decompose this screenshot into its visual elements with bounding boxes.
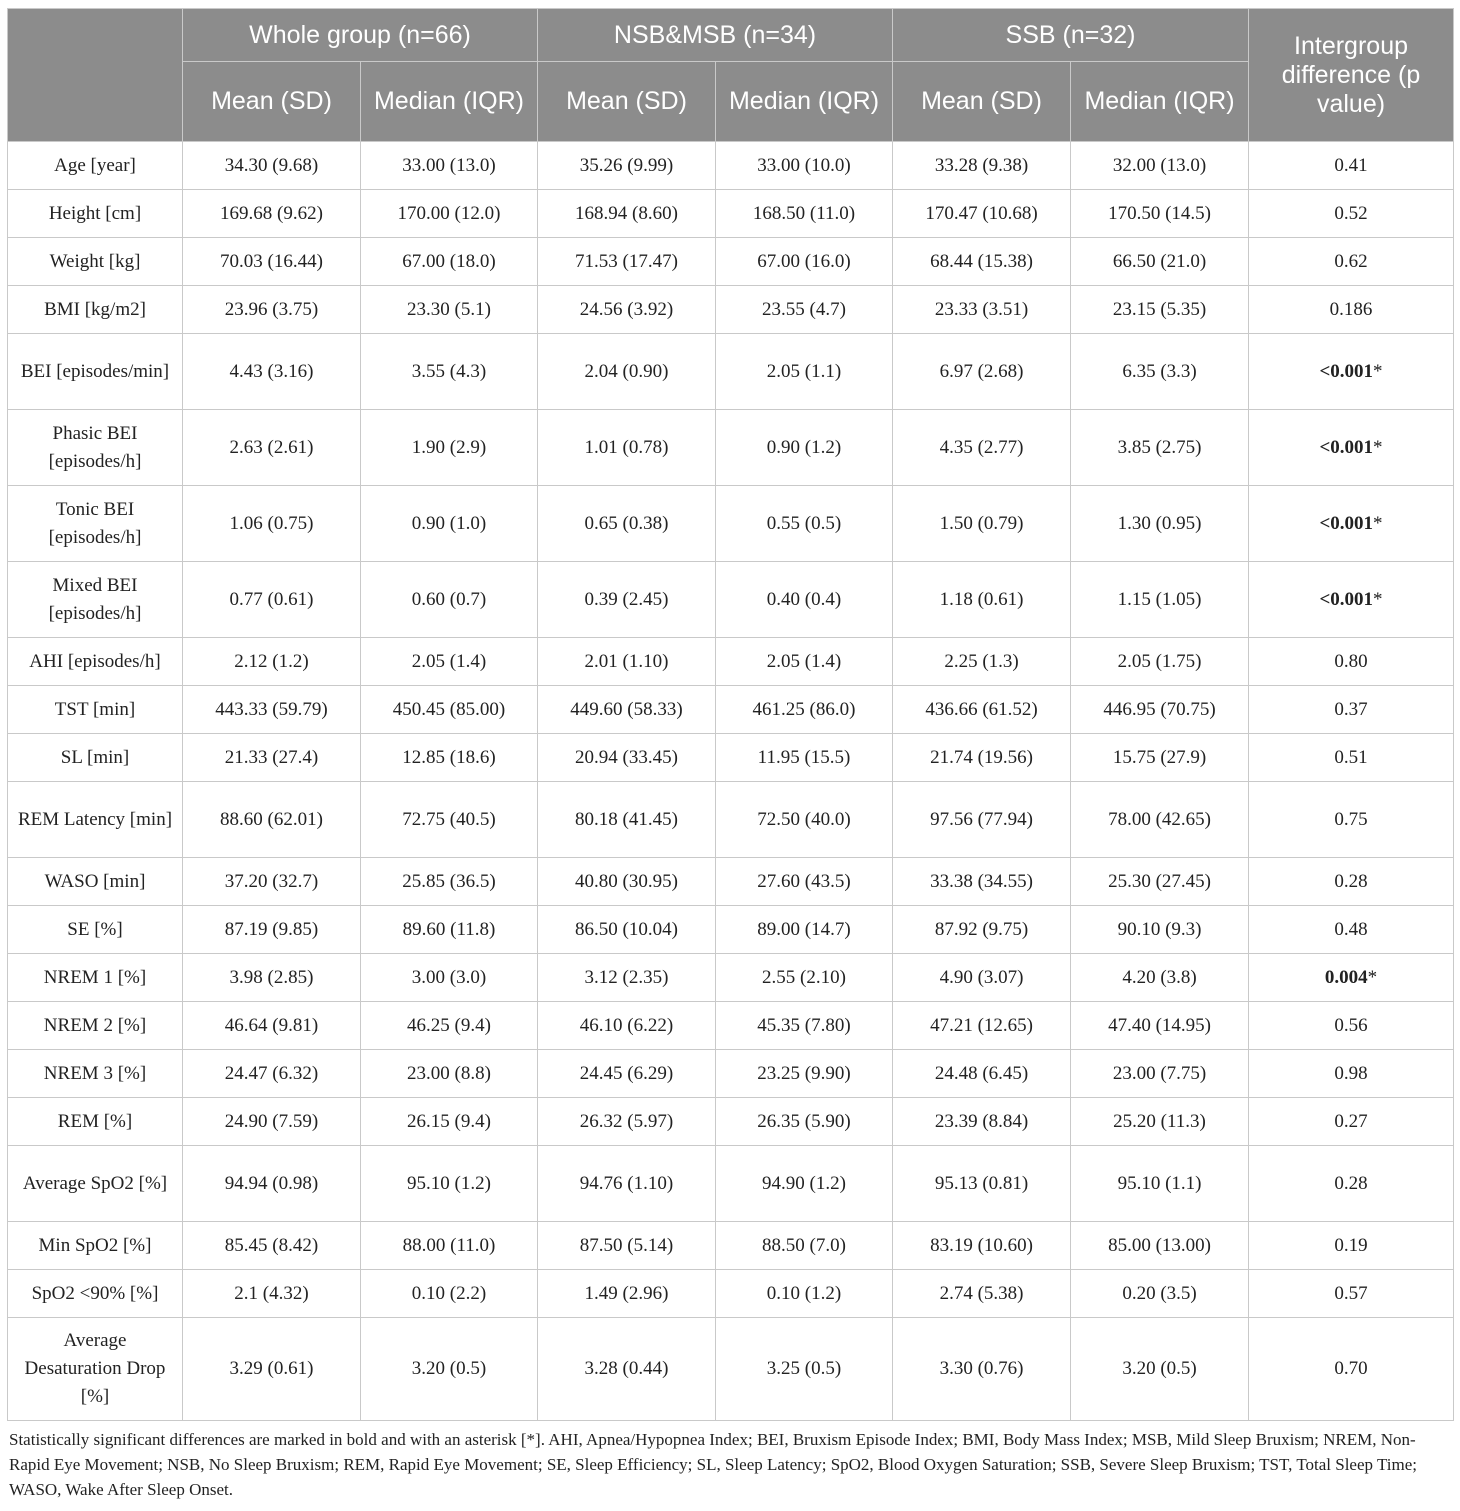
table-container xyxy=(7,8,1453,1502)
cell-whole-median: 450.45 (85.00) xyxy=(361,686,538,734)
row-label: Mixed BEI [episodes/h] xyxy=(8,562,183,638)
row-label: Average Desaturation Drop [%] xyxy=(8,1318,183,1421)
cell-ssb-median: 4.20 (3.8) xyxy=(1071,954,1249,1002)
table-row xyxy=(8,906,1454,954)
cell-whole-median: 26.15 (9.4) xyxy=(361,1098,538,1146)
table-body xyxy=(8,142,1454,1421)
cell-p-value xyxy=(1249,1270,1454,1318)
cell-ssb-mean: 68.44 (15.38) xyxy=(893,238,1071,286)
cell-whole-mean: 21.33 (27.4) xyxy=(183,734,361,782)
p-value-text: 0.75 xyxy=(1334,808,1368,830)
cell-nsb-msb-median: 72.50 (40.0) xyxy=(716,782,893,858)
cell-ssb-median: 3.20 (0.5) xyxy=(1071,1318,1249,1421)
cell-p-value xyxy=(1249,686,1454,734)
cell-whole-median: 89.60 (11.8) xyxy=(361,906,538,954)
table-row xyxy=(8,1146,1454,1222)
p-value-text: 0.57 xyxy=(1334,1282,1368,1304)
cell-whole-median: 23.00 (8.8) xyxy=(361,1050,538,1098)
cell-whole-median: 67.00 (18.0) xyxy=(361,238,538,286)
header-intergroup-difference: Intergroup difference (p value) xyxy=(1249,9,1454,142)
row-label: WASO [min] xyxy=(8,858,183,906)
cell-nsb-msb-mean: 3.28 (0.44) xyxy=(538,1318,716,1421)
cell-nsb-msb-median: 0.55 (0.5) xyxy=(716,486,893,562)
cell-whole-mean: 2.12 (1.2) xyxy=(183,638,361,686)
cell-nsb-msb-median: 27.60 (43.5) xyxy=(716,858,893,906)
row-label: NREM 1 [%] xyxy=(8,954,183,1002)
cell-nsb-msb-mean: 449.60 (58.33) xyxy=(538,686,716,734)
row-label: NREM 2 [%] xyxy=(8,1002,183,1050)
cell-whole-median: 12.85 (18.6) xyxy=(361,734,538,782)
cell-ssb-median: 3.85 (2.75) xyxy=(1071,410,1249,486)
cell-whole-mean: 4.43 (3.16) xyxy=(183,334,361,410)
cell-whole-mean: 3.29 (0.61) xyxy=(183,1318,361,1421)
table-row xyxy=(8,190,1454,238)
table-footnote: Statistically significant differences are marked in bold and with an asterisk [*]. AHI, Apnea/Hypopnea Index; BEI, Bruxism Episode Index; BMI, Body Mass Index; MSB, Mild Sleep Bruxism; NREM, Non-Rapid Eye Movement; NSB, No Sleep Bruxism; REM, Rapid Eye Movement; SE, Sleep Efficiency; SL, Sleep Latency; SpO2, Blood Oxygen Saturation; SSB, Severe Sleep Bruxism; TST, Total Sleep Time; WASO, Wake After Sleep Onset. xyxy=(9,1430,1417,1499)
table-row xyxy=(8,638,1454,686)
cell-ssb-mean: 83.19 (10.60) xyxy=(893,1222,1071,1270)
row-label: SE [%] xyxy=(8,906,183,954)
header-whole-mean: Mean (SD) xyxy=(183,62,361,142)
cell-whole-mean: 85.45 (8.42) xyxy=(183,1222,361,1270)
cell-whole-median: 0.60 (0.7) xyxy=(361,562,538,638)
p-value-text: 0.27 xyxy=(1334,1110,1368,1132)
results-table xyxy=(7,8,1454,1421)
cell-whole-median: 88.00 (11.0) xyxy=(361,1222,538,1270)
cell-p-value xyxy=(1249,734,1454,782)
header-ssb-group: SSB (n=32) xyxy=(893,9,1249,62)
cell-whole-mean: 2.63 (2.61) xyxy=(183,410,361,486)
p-value-text: 0.98 xyxy=(1334,1062,1368,1084)
cell-whole-mean: 34.30 (9.68) xyxy=(183,142,361,190)
row-label: Min SpO2 [%] xyxy=(8,1222,183,1270)
table-row xyxy=(8,142,1454,190)
cell-ssb-median: 47.40 (14.95) xyxy=(1071,1002,1249,1050)
p-value-text: 0.004 xyxy=(1324,966,1368,988)
cell-nsb-msb-mean: 46.10 (6.22) xyxy=(538,1002,716,1050)
significance-asterisk: * xyxy=(1373,512,1383,534)
cell-ssb-median: 66.50 (21.0) xyxy=(1071,238,1249,286)
p-value-text: <0.001 xyxy=(1319,436,1374,458)
row-label: SpO2 <90% [%] xyxy=(8,1270,183,1318)
row-label: Height [cm] xyxy=(8,190,183,238)
cell-ssb-mean: 47.21 (12.65) xyxy=(893,1002,1071,1050)
cell-whole-mean: 24.90 (7.59) xyxy=(183,1098,361,1146)
row-label: SL [min] xyxy=(8,734,183,782)
p-value-text: 0.48 xyxy=(1334,918,1368,940)
p-value-text: 0.52 xyxy=(1334,202,1368,224)
p-value-text: 0.37 xyxy=(1334,698,1368,720)
cell-nsb-msb-median: 3.25 (0.5) xyxy=(716,1318,893,1421)
cell-nsb-msb-median: 2.05 (1.4) xyxy=(716,638,893,686)
cell-nsb-msb-median: 461.25 (86.0) xyxy=(716,686,893,734)
cell-nsb-msb-median: 88.50 (7.0) xyxy=(716,1222,893,1270)
cell-ssb-mean: 170.47 (10.68) xyxy=(893,190,1071,238)
cell-p-value xyxy=(1249,1318,1454,1421)
p-value-text: 0.70 xyxy=(1334,1358,1368,1379)
table-row xyxy=(8,734,1454,782)
row-label: REM Latency [min] xyxy=(8,782,183,858)
cell-whole-median: 46.25 (9.4) xyxy=(361,1002,538,1050)
cell-whole-median: 170.00 (12.0) xyxy=(361,190,538,238)
cell-ssb-median: 23.15 (5.35) xyxy=(1071,286,1249,334)
header-nsb-msb-mean: Mean (SD) xyxy=(538,62,716,142)
cell-whole-median: 0.10 (2.2) xyxy=(361,1270,538,1318)
significance-asterisk: * xyxy=(1373,588,1383,610)
cell-ssb-median: 25.20 (11.3) xyxy=(1071,1098,1249,1146)
cell-whole-mean: 87.19 (9.85) xyxy=(183,906,361,954)
p-value-text: 0.41 xyxy=(1334,154,1368,176)
cell-p-value xyxy=(1249,238,1454,286)
cell-nsb-msb-mean: 0.39 (2.45) xyxy=(538,562,716,638)
cell-ssb-mean: 4.35 (2.77) xyxy=(893,410,1071,486)
cell-ssb-mean: 87.92 (9.75) xyxy=(893,906,1071,954)
cell-nsb-msb-median: 2.55 (2.10) xyxy=(716,954,893,1002)
cell-nsb-msb-median: 0.90 (1.2) xyxy=(716,410,893,486)
cell-nsb-msb-mean: 2.01 (1.10) xyxy=(538,638,716,686)
cell-nsb-msb-mean: 71.53 (17.47) xyxy=(538,238,716,286)
cell-ssb-mean: 1.18 (0.61) xyxy=(893,562,1071,638)
cell-p-value xyxy=(1249,954,1454,1002)
p-value-text: 0.51 xyxy=(1334,746,1368,768)
cell-whole-mean: 2.1 (4.32) xyxy=(183,1270,361,1318)
cell-nsb-msb-median: 0.40 (0.4) xyxy=(716,562,893,638)
p-value-text: <0.001 xyxy=(1319,588,1374,610)
cell-ssb-median: 25.30 (27.45) xyxy=(1071,858,1249,906)
p-value-text: 0.62 xyxy=(1334,250,1368,272)
cell-ssb-median: 446.95 (70.75) xyxy=(1071,686,1249,734)
cell-nsb-msb-median: 89.00 (14.7) xyxy=(716,906,893,954)
table-row xyxy=(8,1002,1454,1050)
row-label: Tonic BEI [episodes/h] xyxy=(8,486,183,562)
cell-p-value xyxy=(1249,1146,1454,1222)
cell-whole-median: 72.75 (40.5) xyxy=(361,782,538,858)
cell-nsb-msb-mean: 40.80 (30.95) xyxy=(538,858,716,906)
cell-nsb-msb-mean: 94.76 (1.10) xyxy=(538,1146,716,1222)
cell-nsb-msb-median: 168.50 (11.0) xyxy=(716,190,893,238)
table-row xyxy=(8,486,1454,562)
cell-ssb-mean: 436.66 (61.52) xyxy=(893,686,1071,734)
cell-p-value xyxy=(1249,906,1454,954)
cell-p-value xyxy=(1249,486,1454,562)
cell-ssb-median: 6.35 (3.3) xyxy=(1071,334,1249,410)
cell-ssb-mean: 6.97 (2.68) xyxy=(893,334,1071,410)
p-value-text: <0.001 xyxy=(1319,512,1374,534)
table-row xyxy=(8,782,1454,858)
header-row-groups xyxy=(8,9,1454,62)
header-nsb-msb-group: NSB&MSB (n=34) xyxy=(538,9,893,62)
header-ssb-median: Median (IQR) xyxy=(1071,62,1249,142)
table-row xyxy=(8,858,1454,906)
table-row xyxy=(8,410,1454,486)
table-row xyxy=(8,286,1454,334)
header-whole-median: Median (IQR) xyxy=(361,62,538,142)
cell-ssb-mean: 95.13 (0.81) xyxy=(893,1146,1071,1222)
cell-whole-mean: 1.06 (0.75) xyxy=(183,486,361,562)
cell-ssb-mean: 24.48 (6.45) xyxy=(893,1050,1071,1098)
cell-ssb-mean: 23.33 (3.51) xyxy=(893,286,1071,334)
cell-ssb-median: 95.10 (1.1) xyxy=(1071,1146,1249,1222)
cell-whole-mean: 0.77 (0.61) xyxy=(183,562,361,638)
cell-p-value xyxy=(1249,782,1454,858)
header-blank-cell xyxy=(8,9,183,142)
cell-ssb-median: 1.15 (1.05) xyxy=(1071,562,1249,638)
p-value-text: 0.186 xyxy=(1329,298,1373,320)
cell-ssb-mean: 1.50 (0.79) xyxy=(893,486,1071,562)
cell-ssb-mean: 3.30 (0.76) xyxy=(893,1318,1071,1421)
table-row xyxy=(8,238,1454,286)
cell-whole-median: 1.90 (2.9) xyxy=(361,410,538,486)
cell-nsb-msb-mean: 86.50 (10.04) xyxy=(538,906,716,954)
cell-whole-mean: 3.98 (2.85) xyxy=(183,954,361,1002)
cell-nsb-msb-mean: 35.26 (9.99) xyxy=(538,142,716,190)
cell-p-value xyxy=(1249,638,1454,686)
cell-whole-mean: 24.47 (6.32) xyxy=(183,1050,361,1098)
table-row xyxy=(8,1318,1454,1421)
cell-whole-mean: 37.20 (32.7) xyxy=(183,858,361,906)
cell-whole-median: 3.00 (3.0) xyxy=(361,954,538,1002)
cell-ssb-median: 0.20 (3.5) xyxy=(1071,1270,1249,1318)
cell-ssb-mean: 21.74 (19.56) xyxy=(893,734,1071,782)
cell-p-value xyxy=(1249,1222,1454,1270)
cell-nsb-msb-median: 11.95 (15.5) xyxy=(716,734,893,782)
p-value-text: 0.56 xyxy=(1334,1014,1368,1036)
cell-nsb-msb-mean: 80.18 (41.45) xyxy=(538,782,716,858)
p-value-text: 0.80 xyxy=(1334,650,1368,672)
header-whole-group: Whole group (n=66) xyxy=(183,9,538,62)
row-label: Phasic BEI [episodes/h] xyxy=(8,410,183,486)
cell-p-value xyxy=(1249,334,1454,410)
cell-whole-median: 3.55 (4.3) xyxy=(361,334,538,410)
row-label: Average SpO2 [%] xyxy=(8,1146,183,1222)
cell-p-value xyxy=(1249,1002,1454,1050)
cell-nsb-msb-median: 94.90 (1.2) xyxy=(716,1146,893,1222)
cell-nsb-msb-mean: 26.32 (5.97) xyxy=(538,1098,716,1146)
cell-ssb-mean: 33.38 (34.55) xyxy=(893,858,1071,906)
table-row xyxy=(8,562,1454,638)
cell-p-value xyxy=(1249,1050,1454,1098)
cell-nsb-msb-mean: 20.94 (33.45) xyxy=(538,734,716,782)
cell-p-value xyxy=(1249,142,1454,190)
cell-whole-mean: 46.64 (9.81) xyxy=(183,1002,361,1050)
table-row xyxy=(8,1270,1454,1318)
cell-whole-median: 33.00 (13.0) xyxy=(361,142,538,190)
table-row xyxy=(8,686,1454,734)
cell-nsb-msb-mean: 24.56 (3.92) xyxy=(538,286,716,334)
cell-whole-median: 3.20 (0.5) xyxy=(361,1318,538,1421)
cell-nsb-msb-mean: 3.12 (2.35) xyxy=(538,954,716,1002)
header-nsb-msb-median: Median (IQR) xyxy=(716,62,893,142)
cell-ssb-median: 15.75 (27.9) xyxy=(1071,734,1249,782)
p-value-text: 0.19 xyxy=(1334,1234,1368,1256)
cell-nsb-msb-mean: 0.65 (0.38) xyxy=(538,486,716,562)
cell-ssb-median: 1.30 (0.95) xyxy=(1071,486,1249,562)
cell-ssb-mean: 2.74 (5.38) xyxy=(893,1270,1071,1318)
cell-nsb-msb-median: 33.00 (10.0) xyxy=(716,142,893,190)
cell-whole-median: 95.10 (1.2) xyxy=(361,1146,538,1222)
table-header xyxy=(8,9,1454,142)
cell-p-value xyxy=(1249,190,1454,238)
cell-whole-median: 23.30 (5.1) xyxy=(361,286,538,334)
table-row xyxy=(8,954,1454,1002)
p-value-text: 0.28 xyxy=(1334,870,1368,892)
table-row xyxy=(8,1222,1454,1270)
cell-p-value xyxy=(1249,1098,1454,1146)
cell-whole-mean: 70.03 (16.44) xyxy=(183,238,361,286)
cell-ssb-median: 90.10 (9.3) xyxy=(1071,906,1249,954)
table-row xyxy=(8,334,1454,410)
cell-ssb-median: 32.00 (13.0) xyxy=(1071,142,1249,190)
row-label: Age [year] xyxy=(8,142,183,190)
p-value-text: <0.001 xyxy=(1319,360,1374,382)
cell-whole-median: 25.85 (36.5) xyxy=(361,858,538,906)
row-label: AHI [episodes/h] xyxy=(8,638,183,686)
cell-ssb-median: 85.00 (13.00) xyxy=(1071,1222,1249,1270)
cell-p-value xyxy=(1249,858,1454,906)
cell-nsb-msb-median: 23.55 (4.7) xyxy=(716,286,893,334)
cell-ssb-mean: 2.25 (1.3) xyxy=(893,638,1071,686)
cell-p-value xyxy=(1249,286,1454,334)
header-ssb-mean: Mean (SD) xyxy=(893,62,1071,142)
row-label: REM [%] xyxy=(8,1098,183,1146)
row-label: Weight [kg] xyxy=(8,238,183,286)
header-row-statistics xyxy=(8,62,1454,142)
cell-nsb-msb-median: 23.25 (9.90) xyxy=(716,1050,893,1098)
cell-nsb-msb-mean: 168.94 (8.60) xyxy=(538,190,716,238)
significance-asterisk: * xyxy=(1367,966,1378,988)
cell-nsb-msb-median: 67.00 (16.0) xyxy=(716,238,893,286)
cell-ssb-median: 2.05 (1.75) xyxy=(1071,638,1249,686)
significance-asterisk: * xyxy=(1373,436,1383,458)
cell-nsb-msb-mean: 1.49 (2.96) xyxy=(538,1270,716,1318)
cell-nsb-msb-median: 2.05 (1.1) xyxy=(716,334,893,410)
cell-p-value xyxy=(1249,562,1454,638)
cell-whole-median: 0.90 (1.0) xyxy=(361,486,538,562)
cell-whole-mean: 169.68 (9.62) xyxy=(183,190,361,238)
cell-ssb-median: 23.00 (7.75) xyxy=(1071,1050,1249,1098)
row-label: NREM 3 [%] xyxy=(8,1050,183,1098)
cell-whole-median: 2.05 (1.4) xyxy=(361,638,538,686)
cell-ssb-mean: 97.56 (77.94) xyxy=(893,782,1071,858)
cell-ssb-median: 170.50 (14.5) xyxy=(1071,190,1249,238)
cell-ssb-mean: 4.90 (3.07) xyxy=(893,954,1071,1002)
cell-nsb-msb-mean: 87.50 (5.14) xyxy=(538,1222,716,1270)
cell-nsb-msb-median: 45.35 (7.80) xyxy=(716,1002,893,1050)
p-value-text: 0.28 xyxy=(1334,1172,1368,1194)
cell-p-value xyxy=(1249,410,1454,486)
row-label: BMI [kg/m2] xyxy=(8,286,183,334)
cell-nsb-msb-mean: 2.04 (0.90) xyxy=(538,334,716,410)
cell-whole-mean: 94.94 (0.98) xyxy=(183,1146,361,1222)
cell-ssb-mean: 33.28 (9.38) xyxy=(893,142,1071,190)
cell-whole-mean: 23.96 (3.75) xyxy=(183,286,361,334)
cell-nsb-msb-mean: 1.01 (0.78) xyxy=(538,410,716,486)
cell-nsb-msb-median: 26.35 (5.90) xyxy=(716,1098,893,1146)
row-label: BEI [episodes/min] xyxy=(8,334,183,410)
table-row xyxy=(8,1050,1454,1098)
cell-ssb-median: 78.00 (42.65) xyxy=(1071,782,1249,858)
cell-ssb-mean: 23.39 (8.84) xyxy=(893,1098,1071,1146)
cell-nsb-msb-mean: 24.45 (6.29) xyxy=(538,1050,716,1098)
cell-whole-mean: 443.33 (59.79) xyxy=(183,686,361,734)
significance-asterisk: * xyxy=(1373,360,1383,382)
table-row xyxy=(8,1098,1454,1146)
cell-whole-mean: 88.60 (62.01) xyxy=(183,782,361,858)
cell-nsb-msb-median: 0.10 (1.2) xyxy=(716,1270,893,1318)
row-label: TST [min] xyxy=(8,686,183,734)
